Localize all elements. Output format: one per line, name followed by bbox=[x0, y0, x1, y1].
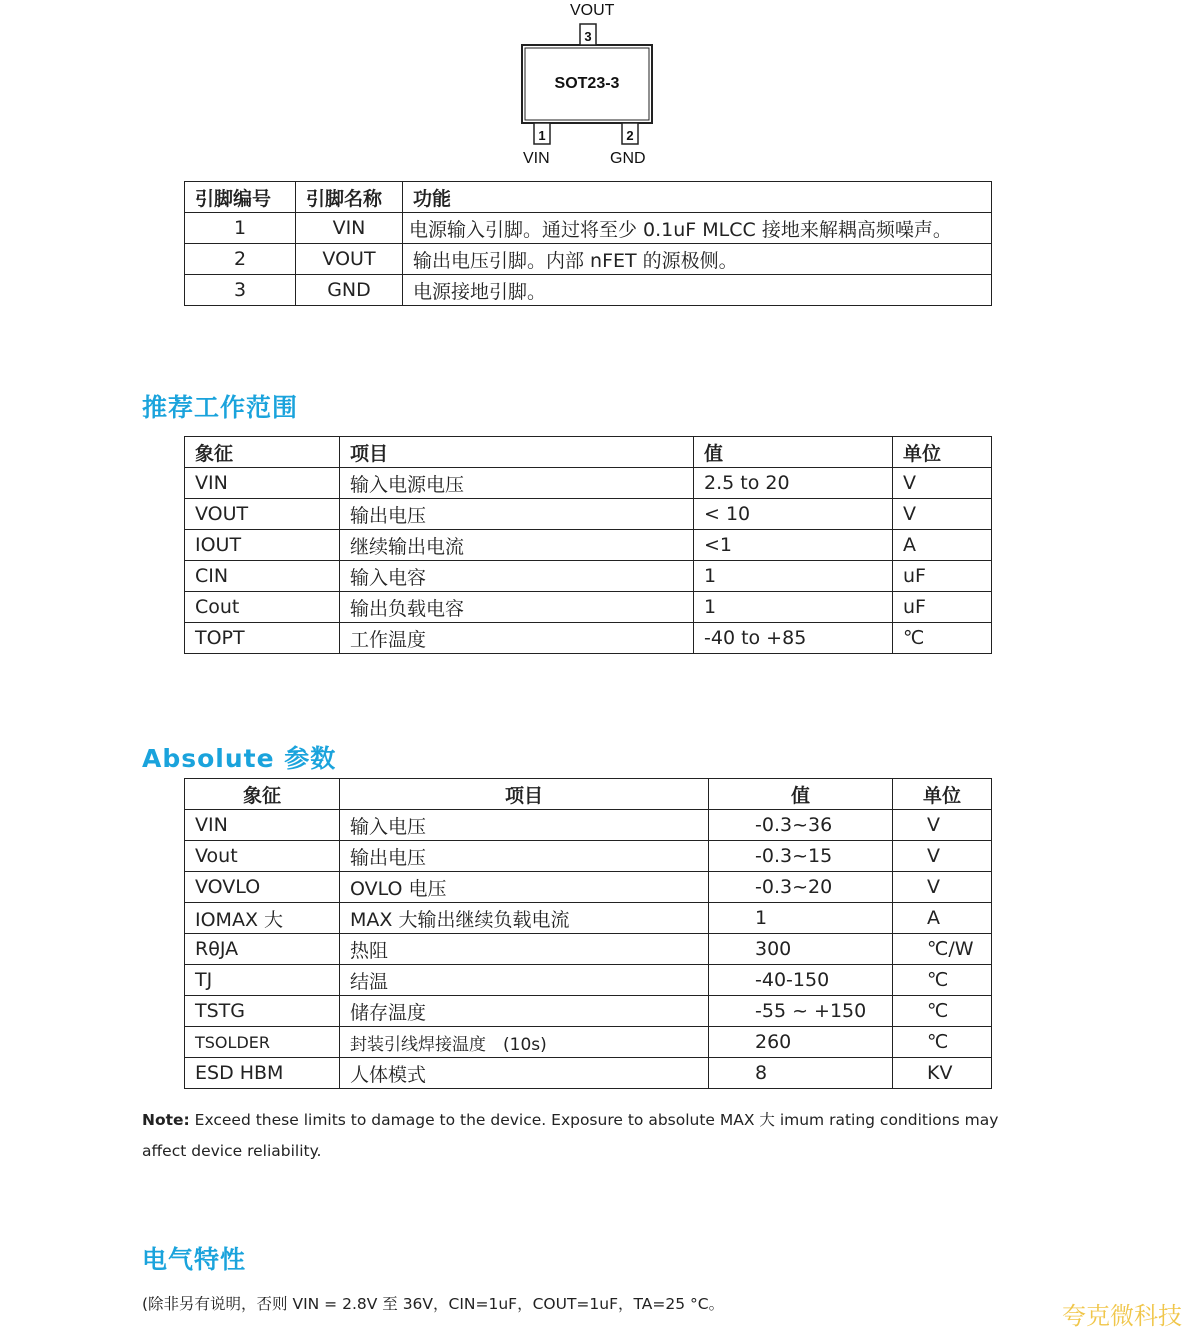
table-cell: VOUT bbox=[296, 244, 403, 275]
table-cell: ℃ bbox=[893, 965, 992, 996]
table-header: 引脚名称 bbox=[296, 182, 403, 213]
package-diagram bbox=[470, 0, 710, 175]
pin1-number: 1 bbox=[538, 128, 546, 143]
table-cell: -40 to +85 bbox=[694, 623, 893, 654]
table-header-row bbox=[185, 437, 992, 468]
table-header: 项目 bbox=[340, 779, 709, 810]
table-cell: 8 bbox=[709, 1058, 893, 1089]
pin-table bbox=[184, 181, 992, 306]
table-row bbox=[185, 499, 992, 530]
note-text: Exceed these limits to damage to the device. Exposure to absolute MAX 大 imum rating conditions may affect device reliability. bbox=[142, 1111, 999, 1160]
table-cell: 输入电源电压 bbox=[340, 468, 694, 499]
test-conditions: (除非另有说明，否则 VIN = 2.8V 至 36V，CIN=1uF，COUT=1uF，TA=25 °C。 bbox=[142, 1295, 725, 1313]
table-row bbox=[185, 872, 992, 903]
table-cell: RθJA bbox=[185, 934, 340, 965]
recommended-table bbox=[184, 436, 992, 654]
table-cell: 电源接地引脚。 bbox=[403, 275, 992, 306]
table-row bbox=[185, 244, 992, 275]
table-cell: V bbox=[893, 499, 992, 530]
table-cell: 输出负载电容 bbox=[340, 592, 694, 623]
table-row bbox=[185, 623, 992, 654]
table-cell: 1 bbox=[694, 592, 893, 623]
table-cell: CIN bbox=[185, 561, 340, 592]
table-header: 功能 bbox=[403, 182, 992, 213]
table-cell: V bbox=[893, 468, 992, 499]
table-cell: 结温 bbox=[340, 965, 709, 996]
package-name: SOT23-3 bbox=[554, 75, 620, 92]
table-row bbox=[185, 1027, 992, 1058]
table-cell: 260 bbox=[709, 1027, 893, 1058]
table-cell: Cout bbox=[185, 592, 340, 623]
table-cell: 储存温度 bbox=[340, 996, 709, 1027]
pin2-number: 2 bbox=[626, 128, 634, 143]
table-cell: 输出电压 bbox=[340, 841, 709, 872]
section-title-electrical: 电气特性 bbox=[142, 1245, 247, 1274]
table-cell: A bbox=[893, 530, 992, 561]
table-cell: ℃/W bbox=[893, 934, 992, 965]
table-row bbox=[185, 592, 992, 623]
table-row bbox=[185, 1058, 992, 1089]
table-cell: 输出电压 bbox=[340, 499, 694, 530]
section-title-recommended: 推荐工作范围 bbox=[142, 393, 299, 422]
table-cell: ESD HBM bbox=[185, 1058, 340, 1089]
pin2-label: GND bbox=[610, 150, 646, 167]
table-cell: VIN bbox=[185, 810, 340, 841]
table-row bbox=[185, 810, 992, 841]
table-header: 象征 bbox=[185, 437, 340, 468]
absolute-table bbox=[184, 778, 992, 1089]
table-cell: VIN bbox=[185, 468, 340, 499]
pin1-label: VIN bbox=[523, 150, 550, 167]
table-cell: 热阻 bbox=[340, 934, 709, 965]
table-row bbox=[185, 561, 992, 592]
table-row bbox=[185, 530, 992, 561]
table-header-row bbox=[185, 779, 992, 810]
table-cell: uF bbox=[893, 561, 992, 592]
table-cell: -0.3~20 bbox=[709, 872, 893, 903]
table-cell: TSOLDER bbox=[185, 1027, 340, 1058]
table-cell: TSTG bbox=[185, 996, 340, 1027]
table-cell: 300 bbox=[709, 934, 893, 965]
table-cell: -55 ~ +150 bbox=[709, 996, 893, 1027]
pin3-label: VOUT bbox=[570, 2, 615, 19]
table-cell: ℃ bbox=[893, 996, 992, 1027]
table-row bbox=[185, 996, 992, 1027]
table-cell: 电源输入引脚。通过将至少 0.1uF MLCC 接地来解耦高频噪声。 bbox=[403, 213, 992, 244]
pin3-number: 3 bbox=[584, 29, 592, 44]
table-cell: 输入电压 bbox=[340, 810, 709, 841]
table-cell: 1 bbox=[709, 903, 893, 934]
table-cell: VOVLO bbox=[185, 872, 340, 903]
table-cell: 继续输出电流 bbox=[340, 530, 694, 561]
table-cell: IOUT bbox=[185, 530, 340, 561]
table-cell: 封装引线焊接温度 (10s) bbox=[340, 1027, 709, 1058]
table-row bbox=[185, 841, 992, 872]
section-title-absolute: Absolute 参数 bbox=[142, 744, 337, 773]
table-cell: 输入电容 bbox=[340, 561, 694, 592]
table-cell: -40-150 bbox=[709, 965, 893, 996]
absolute-note bbox=[142, 1105, 1002, 1167]
table-header: 单位 bbox=[893, 779, 992, 810]
table-cell: A bbox=[893, 903, 992, 934]
table-header: 引脚编号 bbox=[185, 182, 296, 213]
table-row bbox=[185, 275, 992, 306]
table-cell: ℃ bbox=[893, 623, 992, 654]
package-outline bbox=[470, 0, 710, 175]
table-cell: VOUT bbox=[185, 499, 340, 530]
table-cell: 1 bbox=[694, 561, 893, 592]
table-cell: 人体模式 bbox=[340, 1058, 709, 1089]
note-label: Note: bbox=[142, 1111, 190, 1129]
watermark: 夸克微科技 bbox=[1062, 1302, 1182, 1330]
table-cell: ℃ bbox=[893, 1027, 992, 1058]
table-cell: -0.3~15 bbox=[709, 841, 893, 872]
table-cell: VIN bbox=[296, 213, 403, 244]
table-cell: TOPT bbox=[185, 623, 340, 654]
table-cell: OVLO 电压 bbox=[340, 872, 709, 903]
table-header: 值 bbox=[709, 779, 893, 810]
table-cell: V bbox=[893, 841, 992, 872]
table-row bbox=[185, 213, 992, 244]
table-cell: 1 bbox=[185, 213, 296, 244]
table-cell: 2 bbox=[185, 244, 296, 275]
table-row bbox=[185, 934, 992, 965]
table-cell: -0.3~36 bbox=[709, 810, 893, 841]
table-cell: GND bbox=[296, 275, 403, 306]
table-cell: uF bbox=[893, 592, 992, 623]
table-cell: 2.5 to 20 bbox=[694, 468, 893, 499]
table-header: 项目 bbox=[340, 437, 694, 468]
table-cell: 3 bbox=[185, 275, 296, 306]
table-cell: 工作温度 bbox=[340, 623, 694, 654]
table-cell: TJ bbox=[185, 965, 340, 996]
table-cell: V bbox=[893, 872, 992, 903]
table-header: 单位 bbox=[893, 437, 992, 468]
table-cell: KV bbox=[893, 1058, 992, 1089]
table-header: 象征 bbox=[185, 779, 340, 810]
table-header-row bbox=[185, 182, 992, 213]
table-cell: MAX 大输出继续负载电流 bbox=[340, 903, 709, 934]
table-cell: < 10 bbox=[694, 499, 893, 530]
table-row bbox=[185, 965, 992, 996]
table-header: 值 bbox=[694, 437, 893, 468]
table-row bbox=[185, 903, 992, 934]
table-cell: V bbox=[893, 810, 992, 841]
table-cell: IOMAX 大 bbox=[185, 903, 340, 934]
table-cell: Vout bbox=[185, 841, 340, 872]
table-row bbox=[185, 468, 992, 499]
table-cell: <1 bbox=[694, 530, 893, 561]
table-cell: 输出电压引脚。内部 nFET 的源极侧。 bbox=[403, 244, 992, 275]
